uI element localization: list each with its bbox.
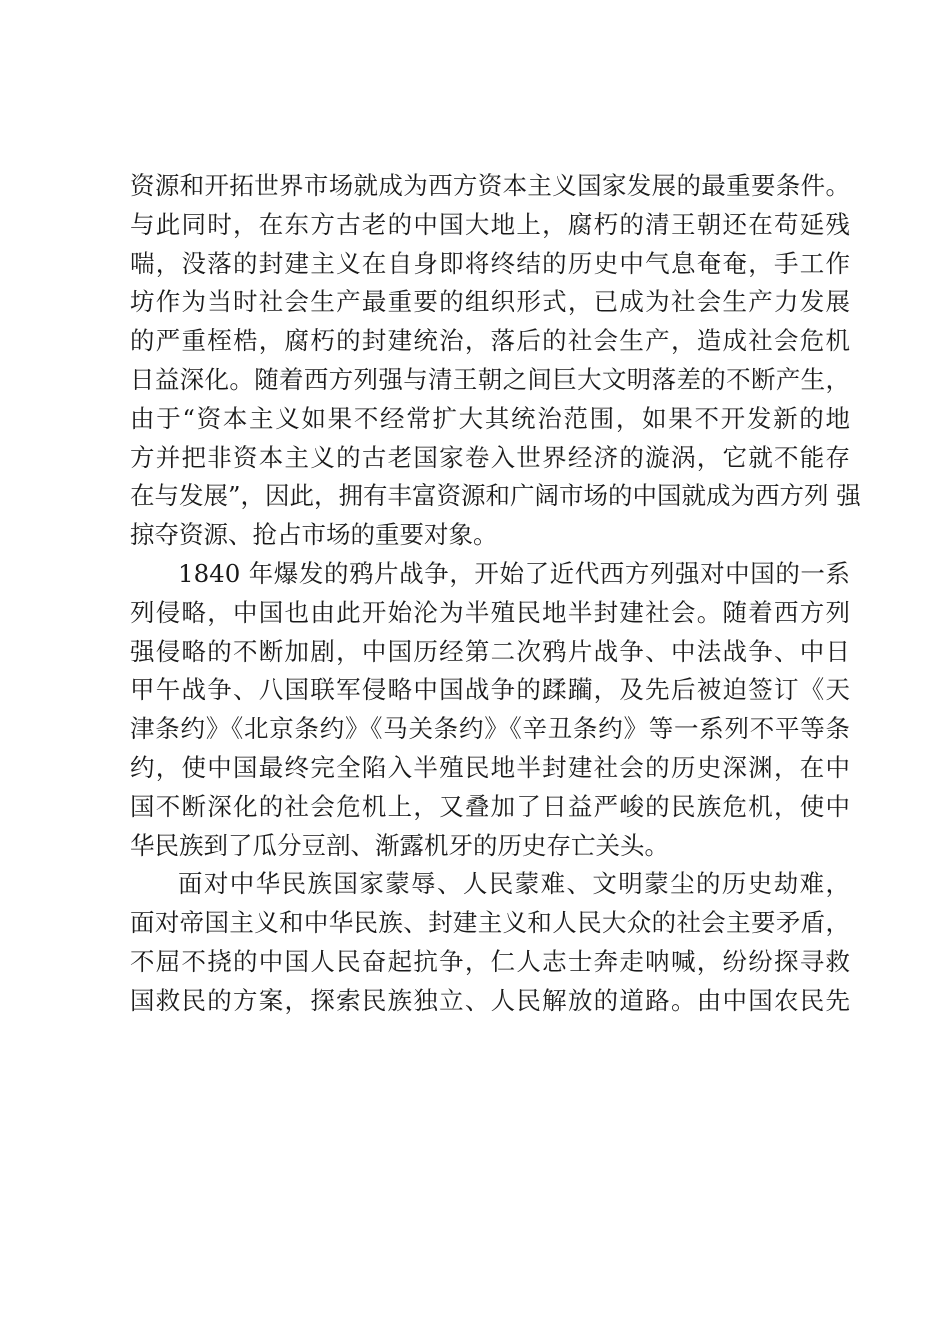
text-line: 强侵略的不断加剧，中国历经第二次鸦片战争、中法战争、中日	[130, 636, 850, 666]
text-line: 的严重桎梏，腐朽的封建统治，落后的社会生产，造成社会危机	[130, 326, 850, 356]
text-line: 日益深化。随着西方列强与清王朝之间巨大文明落差的不断产生，	[130, 364, 850, 394]
text-line: 方并把非资本主义的古老国家卷入世界经济的漩涡，它就不能存	[130, 442, 850, 472]
text-line: 国救民的方案，探索民族独立、人民解放的道路。由中国农民先	[130, 985, 850, 1015]
text-line: 约，使中国最终完全陷入半殖民地半封建社会的历史深渊，在中	[130, 752, 850, 782]
text-line: 甲午战争、八国联军侵略中国战争的蹂躏，及先后被迫签订《天	[130, 675, 850, 705]
paragraph-first-line: 1840 年爆发的鸦片战争，开始了近代西方列强对中国的一系	[178, 558, 850, 588]
text-line: 不屈不挠的中国人民奋起抗争，仁人志士奔走呐喊，纷纷探寻救	[130, 946, 850, 976]
text-line: 列侵略，中国也由此开始沦为半殖民地半封建社会。随着西方列	[130, 597, 850, 627]
text-line: 喘，没落的封建主义在自身即将终结的历史中气息奄奄，手工作	[130, 248, 850, 278]
text-line: 掠夺资源、抢占市场的重要对象。	[130, 520, 498, 550]
text-line: 华民族到了瓜分豆剖、渐露机牙的历史存亡关头。	[130, 830, 669, 860]
text-line: 津条约》《北京条约》《马关条约》《辛丑条约》等一系列不平等条	[130, 714, 850, 744]
text-line: 与此同时，在东方古老的中国大地上，腐朽的清王朝还在苟延残	[130, 209, 850, 239]
text-line: 面对帝国主义和中华民族、封建主义和人民大众的社会主要矛盾，	[130, 908, 850, 938]
paragraph-first-line: 面对中华民族国家蒙辱、人民蒙难、文明蒙尘的历史劫难，	[178, 869, 850, 899]
body-text	[130, 167, 861, 1021]
text-line: 坊作为当时社会生产最重要的组织形式，已成为社会生产力发展	[130, 287, 850, 317]
text-line: 资源和开拓世界市场就成为西方资本主义国家发展的最重要条件。	[130, 171, 850, 200]
text-line: 国不断深化的社会危机上，又叠加了日益严峻的民族危机，使中	[130, 791, 850, 821]
text-line: 在与发展”，因此，拥有丰富资源和广阔市场的中国就成为西方列 强	[130, 481, 861, 511]
text-line: 由于“资本主义如果不经常扩大其统治范围，如果不开发新的地	[130, 403, 850, 433]
